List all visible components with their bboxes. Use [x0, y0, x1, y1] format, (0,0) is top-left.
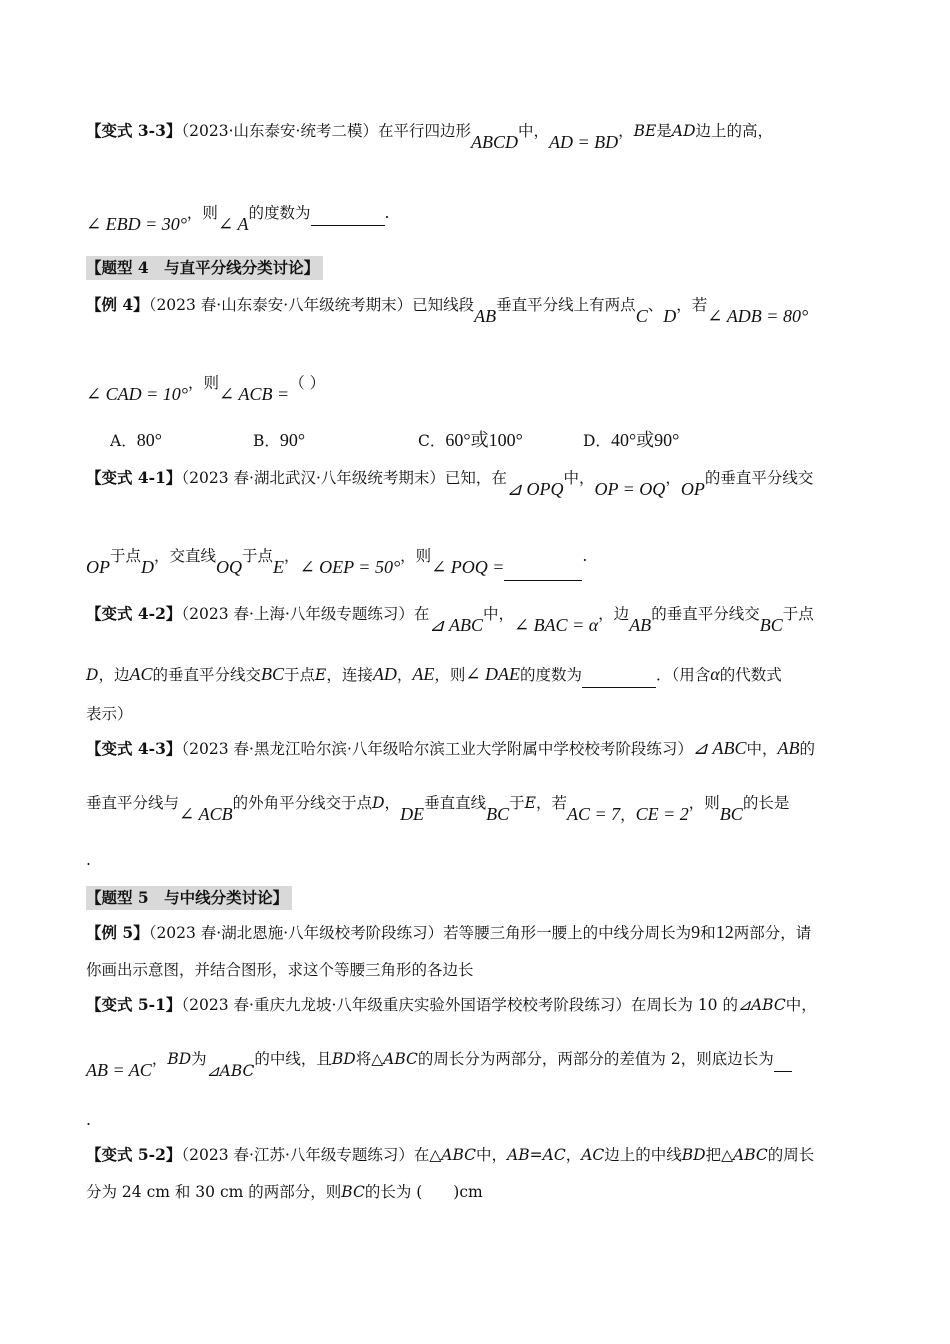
text: 边上的中线 — [604, 1146, 682, 1164]
question-5-2-line2 — [86, 1182, 866, 1204]
math-ad: AD — [671, 122, 696, 140]
text: 于点 — [242, 547, 274, 565]
math-bc: BC — [260, 664, 284, 684]
math-triangle-abc: ⊿ ABC — [429, 615, 483, 635]
question-label: 【变式 4-3】 — [86, 739, 182, 758]
text: ， — [665, 469, 681, 487]
question-source: （2023 春·黑龙江哈尔滨·八年级哈尔滨工业大学附属中学校校考阶段练习） — [181, 740, 693, 758]
answer-parens: （ ） — [289, 374, 326, 392]
text: 中， — [785, 996, 817, 1014]
text: 、 — [647, 296, 664, 314]
question-4-1-line2 — [86, 543, 866, 577]
math-bc: BC — [759, 615, 783, 635]
example-5 — [86, 920, 866, 945]
math-ac: AC — [129, 664, 153, 684]
option-d[interactable] — [583, 428, 679, 453]
text: 中， — [746, 740, 778, 758]
question-label: 【例 5】 — [86, 923, 149, 942]
answer-blank — [311, 203, 385, 226]
math-bd: BD — [331, 1050, 356, 1068]
text: ，若 — [535, 794, 567, 812]
section-heading-4 — [86, 256, 866, 280]
math-ae: AE — [412, 664, 435, 684]
section-heading-5 — [86, 886, 866, 910]
text: 于点 — [110, 547, 142, 565]
text: 为 — [191, 1050, 207, 1068]
section-title: 【题型 5 与中线分类讨论】 — [86, 886, 292, 910]
text: ， — [396, 666, 413, 684]
text: 你画出示意图，并结合图形，求这个等腰三角形的各边长 — [86, 961, 474, 979]
math-e: E — [315, 666, 327, 684]
question-4-1 — [86, 465, 866, 499]
option-letter: D． — [583, 432, 611, 450]
answer-blank — [504, 558, 582, 581]
math-c: C — [635, 306, 648, 326]
text: 垂直平分线上有两点 — [496, 296, 636, 314]
math-ad: AD — [372, 664, 397, 684]
option-a[interactable] — [110, 428, 162, 453]
text: ，则 — [400, 547, 432, 565]
text: ， — [618, 122, 634, 140]
text: 的度数为 — [519, 666, 582, 684]
text: 的度数为 — [248, 204, 311, 222]
text: 的 — [799, 740, 815, 758]
question-5-1 — [86, 994, 866, 1017]
text: 中， — [517, 122, 549, 140]
text: 的垂直平分线交 — [704, 469, 814, 487]
text: ，则 — [187, 374, 219, 392]
math-d: D — [86, 666, 99, 684]
option-value: 40°或90° — [610, 430, 680, 450]
question-source: （2023 春·江苏·八年级专题练习）在 — [181, 1146, 430, 1164]
text: 中， — [482, 605, 514, 623]
text: ，交直线 — [154, 547, 217, 565]
text: 的外角平分线交于点 — [232, 794, 373, 812]
question-source: （2023 春·湖北武汉·八年级统考期末）已知，在 — [181, 469, 507, 487]
text: ， — [620, 806, 636, 824]
math-abcd: ABCD — [470, 132, 518, 152]
math-ab: AB — [474, 306, 497, 326]
text: ，边 — [598, 605, 630, 623]
math-bc: BC — [486, 804, 510, 824]
math-de: DE — [400, 804, 425, 824]
question-label: 【变式 5-2】 — [86, 1145, 182, 1164]
text: . — [582, 547, 588, 565]
text: ， — [565, 1146, 582, 1164]
text: 的垂直平分线交 — [152, 666, 261, 684]
question-3-3 — [86, 118, 866, 152]
math-angle-adb: ∠ ADB = 80° — [707, 306, 809, 326]
math-angle-a: ∠ A — [217, 214, 249, 234]
text: ，则 — [186, 204, 218, 222]
text: 的周长 — [767, 1146, 815, 1164]
text: . — [384, 204, 390, 222]
math-triangle-abc: △ABC — [429, 1146, 477, 1164]
math-ab-eq-ac: AB=AC — [507, 1146, 566, 1164]
question-source: （2023·山东泰安·统考二模）在平行四边形 — [181, 122, 471, 140]
question-5-2 — [86, 1144, 866, 1167]
text: ，边 — [98, 666, 130, 684]
math-alpha: α — [710, 664, 720, 684]
text: 边上的高， — [695, 122, 774, 140]
question-label: 【变式 3-3】 — [86, 121, 182, 140]
question-source: （2023 春·重庆九龙坡·八年级重庆实验外国语学校校考阶段练习）在周长为 10 的 — [181, 996, 738, 1014]
math-e: E — [273, 557, 285, 577]
math-e: E — [524, 794, 536, 812]
option-value: 80° — [136, 430, 162, 450]
math-triangle-abc: △ABC — [371, 1050, 418, 1068]
text: . — [86, 1111, 91, 1129]
math-angle-poq: ∠ POQ = — [431, 557, 505, 577]
math-oq: OQ — [216, 557, 243, 577]
math-ad-eq-bd: AD = BD — [548, 132, 619, 152]
question-4-3-line3 — [86, 850, 866, 872]
number-9: 9 — [691, 922, 701, 942]
text: ，若 — [676, 296, 708, 314]
text: 的代数式 — [719, 666, 782, 684]
math-op: OP — [680, 479, 705, 499]
math-d: D — [372, 794, 385, 812]
example-4-line2 — [86, 370, 866, 404]
text: ，连接 — [326, 666, 373, 684]
math-triangle-opq: ⊿ OPQ — [506, 479, 564, 499]
text: ， — [284, 547, 300, 565]
option-b[interactable] — [253, 428, 305, 453]
math-be: BE — [633, 122, 657, 140]
math-triangle-abc: ⊿ABC — [206, 1062, 255, 1080]
text: ，则 — [434, 666, 466, 684]
math-bd: BD — [681, 1146, 706, 1164]
question-5-1-line3 — [86, 1110, 866, 1132]
question-label: 【变式 4-2】 — [86, 604, 182, 623]
text: 中， — [476, 1146, 508, 1164]
math-ab-eq-ac: AB = AC — [86, 1060, 152, 1080]
math-triangle-abc: △ABC — [721, 1146, 768, 1164]
text: 于点 — [782, 605, 814, 623]
math-ac: AC — [581, 1146, 605, 1164]
text: ，则 — [688, 794, 720, 812]
option-value: 60°或100° — [445, 430, 523, 450]
text: 分为 24 cm 和 30 cm 的两部分，则 — [86, 1183, 342, 1201]
option-c[interactable] — [418, 428, 523, 453]
text: 的垂直平分线交 — [651, 605, 760, 623]
answer-blank — [774, 1049, 792, 1072]
math-angle-cad: ∠ CAD = 10° — [86, 384, 188, 404]
answer-blank — [582, 665, 656, 688]
math-ab: AB — [777, 738, 800, 758]
math-op: OP — [86, 557, 110, 577]
math-d: D — [141, 557, 155, 577]
math-bd: BD — [167, 1050, 192, 1068]
question-source: （2023 春·山东泰安·八年级统考期末）已知线段 — [148, 296, 475, 314]
text: 表示） — [86, 705, 133, 723]
math-angle-bac: ∠ BAC = α — [513, 615, 599, 635]
question-label: 【变式 4-1】 — [86, 468, 182, 487]
question-5-1-line2 — [86, 1046, 866, 1080]
text: 把 — [705, 1146, 722, 1164]
text: 于点 — [284, 666, 316, 684]
math-angle-oep: ∠ OEP = 50° — [299, 557, 401, 577]
math-ab: AB — [629, 615, 652, 635]
text: 和 — [700, 924, 716, 942]
question-4-2-line3 — [86, 704, 866, 726]
example-5-line2 — [86, 960, 866, 982]
math-ac-7: AC = 7 — [566, 804, 621, 824]
text: ， — [151, 1050, 168, 1068]
number-12: 12 — [715, 922, 734, 942]
math-angle-acb: ∠ ACB = — [218, 384, 290, 404]
question-label: 【例 4】 — [86, 295, 149, 314]
question-source: （2023 春·湖北恩施·八年级校考阶段练习）若等腰三角形一腰上的中线分周长为 — [148, 924, 692, 942]
text: 于 — [509, 794, 525, 812]
math-angle-ebd: ∠ EBD = 30° — [86, 214, 187, 234]
question-4-3 — [86, 736, 866, 761]
math-triangle-abc: ⊿ABC — [737, 996, 786, 1014]
math-ce-2: CE = 2 — [635, 804, 689, 824]
text: 将 — [355, 1050, 372, 1068]
question-4-3-line2 — [86, 790, 866, 824]
math-angle-dae: ∠ DAE — [465, 664, 520, 684]
text: 的周长分为两部分，两部分的差值为 2，则底边长为 — [417, 1050, 774, 1068]
math-bc: BC — [719, 804, 743, 824]
text: . — [86, 851, 91, 869]
text: 中， — [563, 469, 595, 487]
text: 的中线，且 — [254, 1050, 332, 1068]
question-source: （2023 春·上海·八年级专题练习）在 — [181, 605, 430, 623]
text: 是 — [656, 122, 672, 140]
section-title: 【题型 4 与直平分线分类讨论】 — [86, 256, 323, 280]
text: 垂直平分线与 — [86, 794, 180, 812]
example-4-options — [110, 428, 890, 452]
text: 的长是 — [742, 794, 790, 812]
question-3-3-line2 — [86, 200, 866, 234]
text: ．（用含 — [655, 666, 711, 684]
option-value: 90° — [279, 430, 306, 450]
example-4 — [86, 292, 866, 326]
text: 的长为 ( )cm — [364, 1183, 483, 1201]
math-bc: BC — [341, 1183, 365, 1201]
text: 两部分，请 — [733, 924, 812, 942]
math-d: D — [663, 306, 677, 326]
text: ， — [384, 794, 401, 812]
option-letter: C． — [418, 432, 446, 450]
text: 垂直直线 — [424, 794, 487, 812]
math-angle-acb: ∠ ACB — [179, 804, 233, 824]
option-letter: B． — [253, 432, 280, 450]
math-triangle-abc: ⊿ ABC — [692, 738, 747, 758]
question-4-2-line2 — [86, 662, 866, 688]
question-label: 【变式 5-1】 — [86, 995, 182, 1014]
question-4-2 — [86, 601, 866, 635]
math-op-eq-oq: OP = OQ — [594, 479, 666, 499]
option-letter: A． — [110, 432, 137, 450]
